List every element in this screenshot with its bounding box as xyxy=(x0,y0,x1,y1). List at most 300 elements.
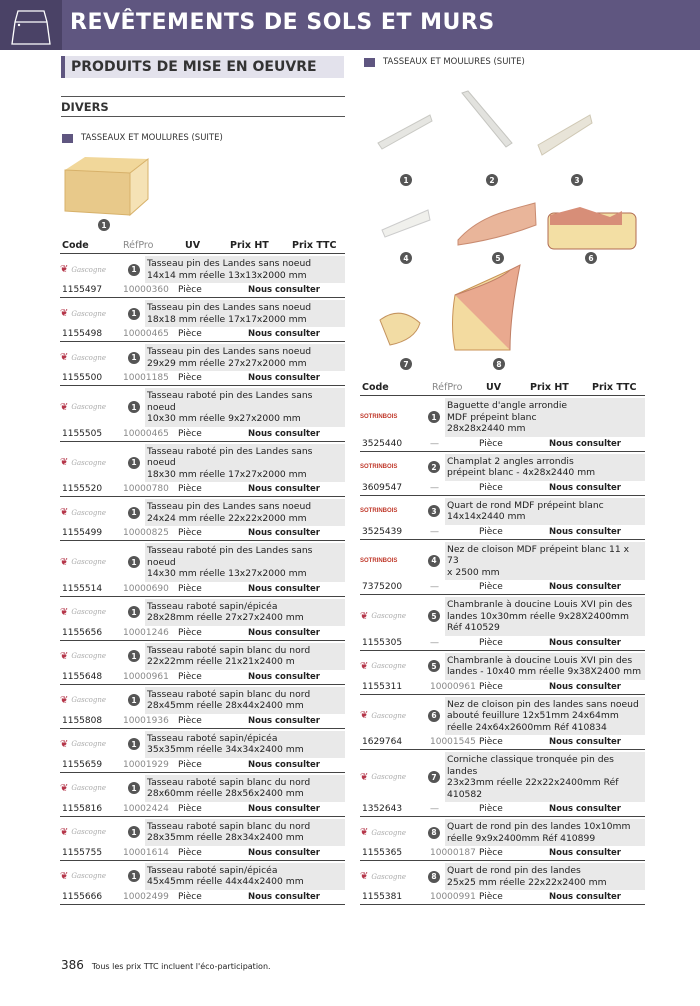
price: Nous consulter xyxy=(248,671,320,682)
brand-name: Gascogne xyxy=(71,652,107,660)
product-code: 3609547 xyxy=(362,482,403,493)
product-description-row xyxy=(60,344,345,371)
description-line: Tasseau raboté pin des Landes sans noeud xyxy=(147,545,313,568)
brand-name: SOTRINBOIS xyxy=(360,557,398,564)
product-description-row xyxy=(60,863,345,890)
square-bullet-icon xyxy=(62,134,73,143)
brand-logo xyxy=(360,827,428,838)
image-number-badge: 1 xyxy=(128,870,140,882)
product-description xyxy=(445,752,645,802)
product-images-moulures xyxy=(360,85,650,375)
product-description xyxy=(145,256,345,283)
unit: Pièce xyxy=(178,759,202,770)
price: Nous consulter xyxy=(248,428,320,439)
gascogne-logo-icon: ❦ xyxy=(60,556,69,568)
product-description-row xyxy=(60,599,345,626)
image-number-badge: 1 xyxy=(128,650,140,662)
image-number-badge: 2 xyxy=(486,174,498,186)
image-number-badge: 1 xyxy=(128,738,140,750)
column-header-uv: UV xyxy=(185,240,201,251)
description-line: prépeint blanc - 4x28x2440 mm xyxy=(447,467,596,478)
table-row[interactable] xyxy=(60,731,345,773)
image-number-badge: 1 xyxy=(128,352,140,364)
refpro-code: — xyxy=(430,804,439,814)
brand-name: SOTRINBOIS xyxy=(360,414,398,421)
refpro-code: 10000360 xyxy=(123,285,169,295)
image-number-badge: 4 xyxy=(400,252,412,264)
image-number-badge: 7 xyxy=(428,771,440,783)
code-row xyxy=(60,846,345,860)
refpro-code: 10001936 xyxy=(123,715,169,726)
product-description-row xyxy=(60,388,345,427)
product-code: 1155659 xyxy=(62,759,103,770)
brand-name: Gascogne xyxy=(371,711,407,720)
gascogne-logo-icon: ❦ xyxy=(60,650,69,662)
code-row xyxy=(60,670,345,684)
image-number-badge: 5 xyxy=(428,610,440,622)
brand-name: SOTRINBOIS xyxy=(360,508,398,514)
refpro-code: 10001614 xyxy=(123,847,169,858)
gascogne-logo-icon: ❦ xyxy=(360,771,369,783)
code-row xyxy=(60,890,345,904)
image-number-badge: 8 xyxy=(493,358,505,370)
description-line: réelle 9x9x2400mm Réf 410899 xyxy=(447,832,596,844)
description-line: Chambranle à doucine Louis XVI pin des xyxy=(447,599,633,610)
unit: Pièce xyxy=(178,847,202,858)
product-image-tasseau xyxy=(60,155,150,217)
image-number-badge: 5 xyxy=(492,252,504,264)
code-row xyxy=(60,714,345,728)
category-icon xyxy=(0,0,62,50)
image-number-badge: 2 xyxy=(428,461,440,473)
code-row xyxy=(360,680,645,694)
product-description xyxy=(145,731,345,758)
description-line: 25x25 mm réelle 22x22x2400 mm xyxy=(447,876,607,888)
brand-name: Gascogne xyxy=(71,265,107,274)
product-description-row xyxy=(360,819,645,846)
unit: Pièce xyxy=(479,848,503,858)
product-description xyxy=(145,499,345,526)
brand-name: Gascogne xyxy=(71,828,107,836)
refpro-code: 10000465 xyxy=(123,329,169,339)
table-header xyxy=(60,240,345,254)
refpro-code: — xyxy=(430,526,439,537)
product-description-row xyxy=(60,499,345,526)
description-line: Tasseau pin des Landes sans noeud xyxy=(147,258,312,269)
image-number-badge: 1 xyxy=(128,457,140,469)
image-number-badge: 5 xyxy=(428,660,440,672)
description-line: 28x28mm réelle 27x27x2400 mm xyxy=(147,612,304,623)
product-code: 1155305 xyxy=(362,637,403,648)
price: Nous consulter xyxy=(248,759,320,770)
unit: Pièce xyxy=(178,671,202,682)
product-description-row xyxy=(60,444,345,483)
price: Nous consulter xyxy=(549,737,621,747)
table-row[interactable] xyxy=(360,653,645,695)
product-code: 1155656 xyxy=(62,627,103,638)
subsection-title: DIVERS xyxy=(61,96,345,117)
description-line: landes 10x30mm réelle 9x28X2400mm xyxy=(447,610,629,622)
gascogne-logo-icon: ❦ xyxy=(360,827,369,838)
description-line: 23x23mm réelle 22x22x2400mm Réf xyxy=(447,777,619,788)
brand-name: Gascogne xyxy=(71,309,107,318)
price: Nous consulter xyxy=(248,583,320,594)
gascogne-logo-icon: ❦ xyxy=(360,660,369,672)
description-line: 28x60mm réelle 28x56x2400 mm xyxy=(147,788,304,799)
image-number-badge: 1 xyxy=(128,826,140,838)
table-row[interactable] xyxy=(60,499,345,541)
table-row[interactable] xyxy=(360,398,645,452)
description-line: 22x22mm réelle 21x21x2400 m xyxy=(147,656,295,667)
product-description xyxy=(145,444,345,483)
description-line: landes - 10x40 mm réelle 9x38X2400 mm xyxy=(447,666,642,677)
brand-logo xyxy=(60,264,128,275)
brand-logo xyxy=(360,558,428,564)
product-description xyxy=(145,388,345,427)
footer-note: Tous les prix TTC incluent l'éco-participation. xyxy=(91,962,271,971)
brand-name: Gascogne xyxy=(371,773,407,781)
refpro-code: 10000187 xyxy=(430,848,476,858)
product-description-row xyxy=(60,819,345,846)
table-row[interactable] xyxy=(360,542,645,596)
product-description xyxy=(445,498,645,525)
product-code: 1155505 xyxy=(62,428,103,439)
column-header-prix-ttc: Prix TTC xyxy=(592,382,637,393)
unit: Pièce xyxy=(479,737,503,747)
unit: Pièce xyxy=(479,804,503,814)
brand-logo xyxy=(60,695,128,706)
unit: Pièce xyxy=(479,892,503,902)
brand-logo xyxy=(360,710,428,721)
table-row[interactable] xyxy=(60,775,345,817)
product-description xyxy=(445,398,645,437)
code-row xyxy=(360,890,645,904)
brand-name: Gascogne xyxy=(71,872,107,880)
description-line: Quart de rond pin des landes 10x10mm xyxy=(447,821,631,832)
refpro-code: 10000961 xyxy=(123,671,169,682)
product-code: 3525440 xyxy=(362,438,403,449)
description-line: MDF prépeint blanc xyxy=(447,411,537,423)
description-line: 410582 xyxy=(447,788,483,800)
product-description-row xyxy=(60,775,345,802)
gascogne-logo-icon: ❦ xyxy=(60,606,69,618)
description-line: Nez de cloison pin des landes sans noeud xyxy=(447,698,639,710)
image-number-badge: 1 xyxy=(128,782,140,794)
brand-name: Gascogne xyxy=(71,508,107,517)
table-row[interactable] xyxy=(60,256,345,298)
brand-logo xyxy=(60,557,128,568)
table-row[interactable] xyxy=(60,819,345,861)
product-code: 1155648 xyxy=(62,671,103,682)
image-number-badge: 1 xyxy=(98,219,110,231)
image-number-badge: 1 xyxy=(128,556,140,568)
image-number-badge: 4 xyxy=(428,555,440,567)
brand-name: Gascogne xyxy=(71,458,107,467)
product-description xyxy=(445,542,645,581)
product-description-row xyxy=(60,543,345,582)
image-number-badge: 8 xyxy=(428,827,440,839)
description-line: Tasseau pin des Landes sans noeud xyxy=(147,346,312,357)
price: Nous consulter xyxy=(248,891,320,902)
unit: Pièce xyxy=(178,627,202,638)
refpro-code: 10000780 xyxy=(123,484,169,494)
table-row[interactable] xyxy=(360,752,645,817)
product-description xyxy=(145,643,345,670)
product-description-row xyxy=(60,256,345,283)
unit: Pièce xyxy=(479,526,503,537)
product-code: 1155514 xyxy=(62,583,103,594)
product-code: 1155808 xyxy=(62,715,103,726)
table-row[interactable] xyxy=(360,498,645,540)
code-row xyxy=(360,636,645,650)
price: Nous consulter xyxy=(248,528,320,538)
gascogne-logo-icon: ❦ xyxy=(60,870,69,882)
unit: Pièce xyxy=(479,582,503,592)
unit: Pièce xyxy=(178,285,202,295)
product-description xyxy=(445,863,645,890)
product-code: 7375200 xyxy=(362,582,403,592)
table-row[interactable] xyxy=(360,819,645,861)
code-row xyxy=(360,437,645,451)
description-line: 18x30 mm réelle 17x27x2000 mm xyxy=(147,468,307,480)
price: Nous consulter xyxy=(248,373,320,383)
table-row[interactable] xyxy=(60,344,345,386)
description-line: Tasseau raboté sapin blanc du nord xyxy=(147,820,311,832)
table-row[interactable] xyxy=(360,863,645,905)
brand-name: SOTRINBOIS xyxy=(360,464,398,470)
brand-logo xyxy=(60,739,128,750)
product-description-row xyxy=(60,731,345,758)
refpro-code: 10001185 xyxy=(123,373,169,383)
product-code: 1155497 xyxy=(62,285,103,295)
unit: Pièce xyxy=(178,329,202,339)
brand-logo xyxy=(360,871,428,882)
description-line: 10x30 mm réelle 9x27x2000 mm xyxy=(147,413,301,424)
price: Nous consulter xyxy=(549,438,621,449)
price: Nous consulter xyxy=(248,329,320,339)
product-description xyxy=(145,775,345,802)
column-header-code: Code xyxy=(362,382,389,393)
table-row[interactable] xyxy=(60,444,345,498)
brand-logo xyxy=(60,871,128,882)
description-line: Chambranle à doucine Louis XVI pin des xyxy=(447,654,633,666)
brand-name: Gascogne xyxy=(71,403,107,412)
description-line: 24x24 mm réelle 22x22x2000 mm xyxy=(147,512,307,524)
table-row[interactable] xyxy=(60,543,345,597)
refpro-code: 10000465 xyxy=(123,428,169,439)
table-row[interactable] xyxy=(360,697,645,751)
gascogne-logo-icon: ❦ xyxy=(60,826,69,838)
image-number-badge: 3 xyxy=(571,174,583,186)
product-code: 1155520 xyxy=(62,484,103,494)
description-line: 28x35mm réelle 28x34x2400 mm xyxy=(147,832,304,843)
price: Nous consulter xyxy=(248,847,320,858)
unit: Pièce xyxy=(479,482,503,493)
image-number-badge: 1 xyxy=(128,694,140,706)
product-code: 1155381 xyxy=(362,892,403,902)
refpro-code: 10000961 xyxy=(430,681,476,692)
gascogne-logo-icon: ❦ xyxy=(60,782,69,794)
product-description-row xyxy=(360,863,645,890)
table-row[interactable] xyxy=(60,687,345,729)
code-row xyxy=(60,283,345,297)
brand-logo xyxy=(60,827,128,838)
table-row[interactable] xyxy=(60,599,345,641)
right-category xyxy=(364,57,525,67)
unit: Pièce xyxy=(178,373,202,383)
gascogne-logo-icon: ❦ xyxy=(60,694,69,706)
code-row xyxy=(60,582,345,596)
table-row[interactable] xyxy=(360,597,645,651)
brand-logo xyxy=(60,402,128,413)
code-row xyxy=(60,526,345,540)
description-line: Tasseau raboté sapin blanc du nord xyxy=(147,776,311,788)
brand-logo xyxy=(360,661,428,672)
brand-logo xyxy=(360,464,428,470)
description-line: Corniche classique tronquée pin des landes xyxy=(447,754,614,777)
image-number-badge: 1 xyxy=(128,264,140,276)
refpro-code: — xyxy=(430,582,439,592)
unit: Pièce xyxy=(178,891,202,902)
unit: Pièce xyxy=(178,583,202,594)
brand-name: Gascogne xyxy=(371,612,407,621)
table-row[interactable] xyxy=(60,643,345,685)
brand-name: Gascogne xyxy=(71,353,107,362)
column-header-prix-ttc: Prix TTC xyxy=(292,240,337,251)
product-code: 1155498 xyxy=(62,329,103,339)
column-header-uv: UV xyxy=(486,382,502,393)
image-number-badge: 6 xyxy=(428,710,440,722)
brand-logo xyxy=(60,457,128,468)
gascogne-logo-icon: ❦ xyxy=(60,352,69,363)
table-row[interactable] xyxy=(60,388,345,442)
product-description-row xyxy=(360,653,645,680)
description-line: x 2500 mm xyxy=(447,566,500,578)
column-header-prix-ht: Prix HT xyxy=(530,382,569,393)
product-description-row xyxy=(60,300,345,327)
product-description-row xyxy=(360,752,645,802)
column-header-refpro: RéfPro xyxy=(123,240,154,251)
brand-name: Gascogne xyxy=(71,608,107,616)
refpro-code: 10001246 xyxy=(123,627,169,638)
code-row xyxy=(360,735,645,749)
square-bullet-icon xyxy=(364,58,375,67)
unit: Pièce xyxy=(178,715,202,726)
column-header-refpro: RéfPro xyxy=(432,382,463,393)
product-description xyxy=(145,819,345,846)
product-code: 1155666 xyxy=(62,891,103,902)
unit: Pièce xyxy=(479,438,503,449)
footer xyxy=(61,958,271,972)
product-description-row xyxy=(360,498,645,525)
product-description xyxy=(145,344,345,371)
description-line: Nez de cloison MDF prépeint blanc 11 x 73 xyxy=(447,543,630,566)
description-line: réelle 24x64x2600mm Réf 410834 xyxy=(447,721,607,733)
image-number-badge: 1 xyxy=(428,411,440,423)
image-number-badge: 7 xyxy=(400,358,412,370)
image-number-badge: 1 xyxy=(128,308,140,320)
table-row[interactable] xyxy=(60,300,345,342)
description-line: Tasseau raboté sapin/épicéa xyxy=(147,864,278,876)
table-header xyxy=(360,382,645,396)
price: Nous consulter xyxy=(248,715,320,726)
refpro-code: — xyxy=(430,637,439,648)
product-code: 1352643 xyxy=(362,804,403,814)
refpro-code: 10002424 xyxy=(123,803,169,814)
product-code: 1629764 xyxy=(362,737,403,747)
unit: Pièce xyxy=(178,528,202,538)
section-title: PRODUITS DE MISE EN OEUVRE xyxy=(61,56,344,78)
left-category xyxy=(62,133,223,143)
price: Nous consulter xyxy=(549,482,621,493)
description-line: abouté feuillure 12x51mm 24x64mm xyxy=(447,710,619,721)
image-number-badge: 8 xyxy=(428,871,440,883)
product-description-row xyxy=(360,697,645,736)
product-description xyxy=(145,687,345,714)
product-description xyxy=(145,543,345,582)
code-row xyxy=(60,626,345,640)
table-row[interactable] xyxy=(360,454,645,496)
description-line: Tasseau raboté sapin/épicéa xyxy=(147,600,278,612)
refpro-code: — xyxy=(430,482,439,493)
product-description-row xyxy=(360,454,645,481)
refpro-code: 10001545 xyxy=(430,737,476,747)
description-line: 28x28x2440 mm xyxy=(447,423,526,434)
gascogne-logo-icon: ❦ xyxy=(60,401,69,413)
description-line: 29x29 mm réelle 27x27x2000 mm xyxy=(147,357,307,369)
product-code: 1155499 xyxy=(62,528,103,538)
brand-logo xyxy=(360,414,428,420)
brand-name: Gascogne xyxy=(371,662,407,670)
product-code: 1155500 xyxy=(62,373,103,383)
category-label: TASSEAUX ET MOULURES (SUITE) xyxy=(383,57,525,67)
description-line: 28x45mm réelle 28x44x2400 mm xyxy=(147,700,304,711)
code-row xyxy=(360,525,645,539)
brand-name: Gascogne xyxy=(71,740,107,748)
product-description-row xyxy=(360,597,645,636)
code-row xyxy=(60,327,345,341)
unit: Pièce xyxy=(479,681,503,692)
gascogne-logo-icon: ❦ xyxy=(60,457,69,469)
description-line: Tasseau raboté sapin blanc du nord xyxy=(147,688,311,700)
description-line: Quart de rond pin des landes xyxy=(447,865,581,876)
right-product-table xyxy=(360,382,645,905)
product-code: 1155816 xyxy=(62,803,103,814)
brand-logo xyxy=(60,651,128,662)
unit: Pièce xyxy=(178,484,202,494)
description-line: Tasseau raboté pin des Landes sans noeud xyxy=(147,390,313,413)
page-number: 386 xyxy=(61,958,84,972)
image-number-badge: 1 xyxy=(128,606,140,618)
table-row[interactable] xyxy=(60,863,345,905)
product-code: 3525439 xyxy=(362,526,403,537)
brand-name: Gascogne xyxy=(371,828,407,837)
brand-logo xyxy=(360,508,428,514)
image-number-badge: 1 xyxy=(400,174,412,186)
code-row xyxy=(360,802,645,816)
description-line: Quart de rond MDF prépeint blanc xyxy=(447,499,604,511)
column-header-prix-ht: Prix HT xyxy=(230,240,269,251)
description-line: 14x30 mm réelle 13x27x2000 mm xyxy=(147,568,307,579)
unit: Pièce xyxy=(178,803,202,814)
brand-logo xyxy=(60,308,128,319)
price: Nous consulter xyxy=(549,804,621,814)
image-number-badge: 6 xyxy=(585,252,597,264)
category-label: TASSEAUX ET MOULURES (SUITE) xyxy=(81,133,223,143)
description-line: 14x14 mm réelle 13x13x2000 mm xyxy=(147,269,307,281)
code-row xyxy=(60,802,345,816)
product-description-row xyxy=(360,398,645,437)
